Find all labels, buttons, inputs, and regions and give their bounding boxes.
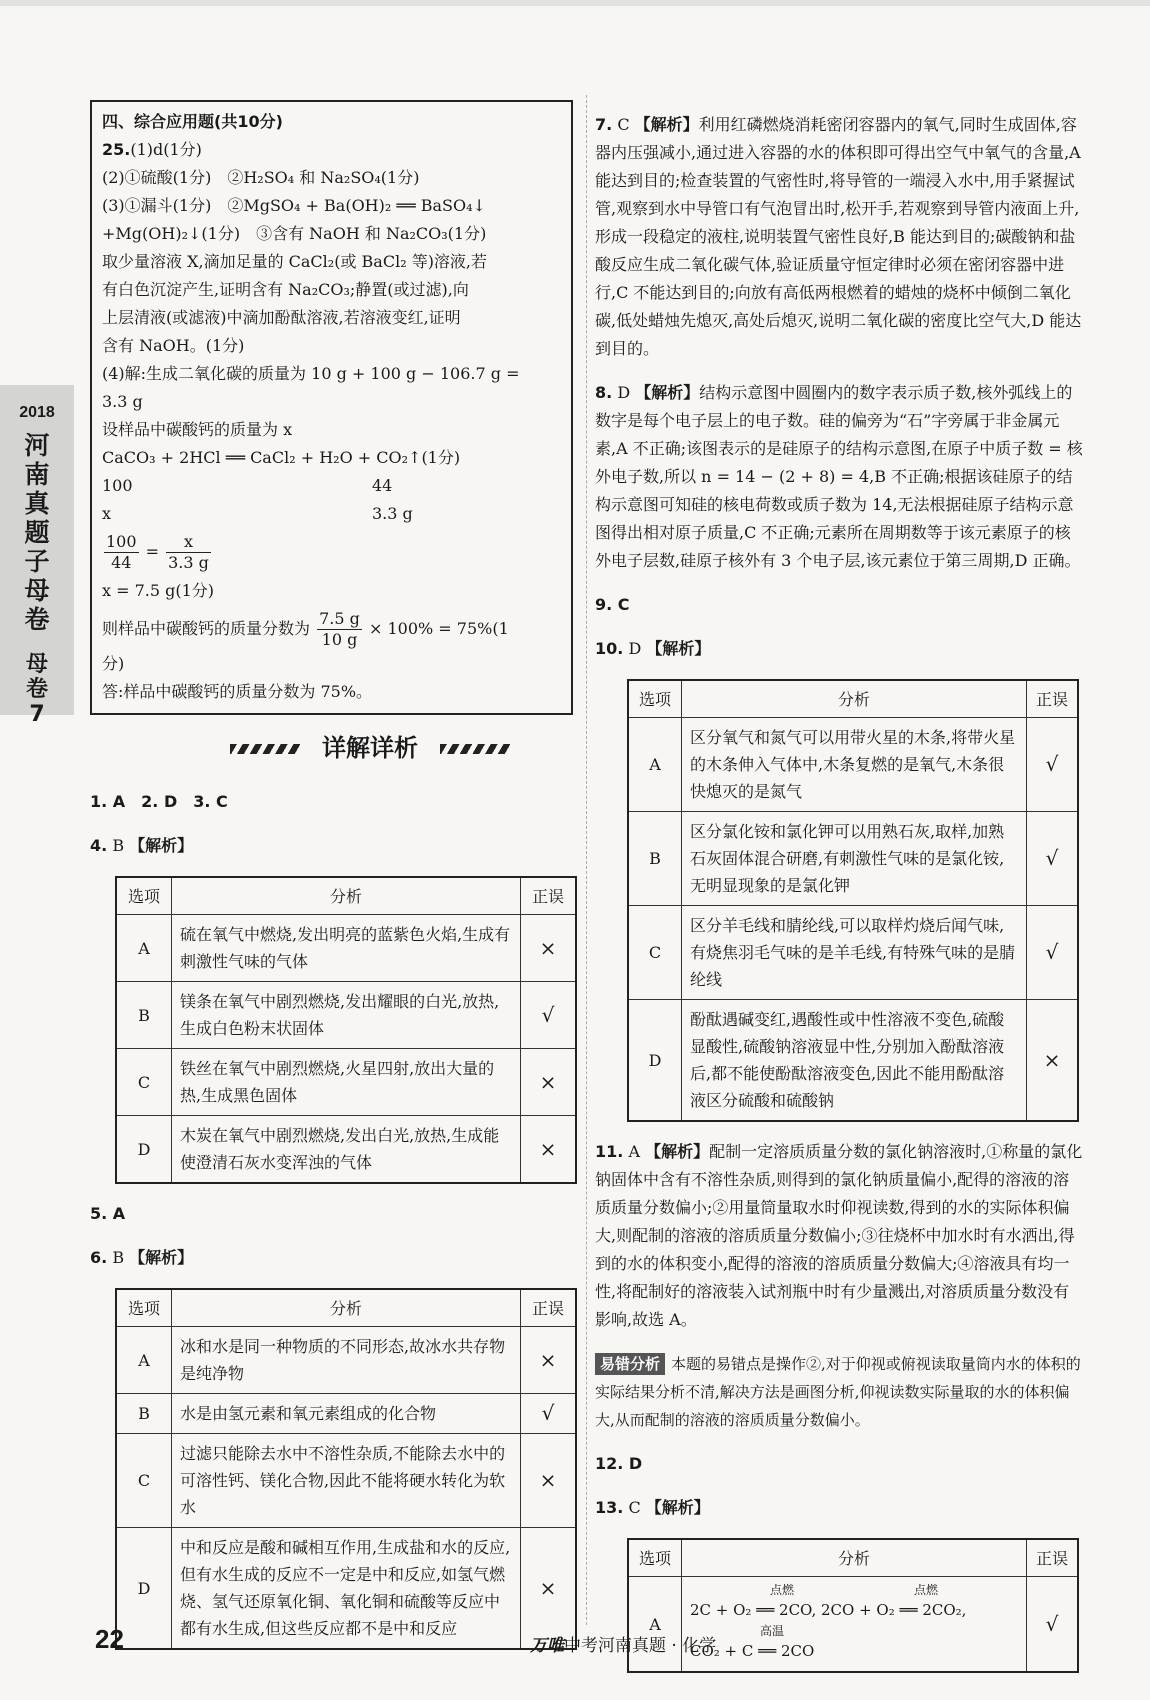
heading-stripe-left (230, 744, 300, 754)
q4-analysis: 木炭在氧气中剧烈燃烧,发出白光,放热,生成能使澄清石灰水变浑浊的气体 (172, 1116, 521, 1184)
q4-verdict: × (521, 1049, 577, 1116)
q10-row (628, 812, 1078, 906)
q4-verdict: √ (521, 982, 577, 1049)
sidebar-title: 河 南 真 题 子 母 卷 (24, 431, 50, 634)
q4-table (115, 876, 577, 1184)
q12-answer: 12. D (595, 1454, 643, 1473)
q10-header-option: 选项 (628, 680, 682, 718)
q10-verdict: × (1027, 1000, 1079, 1122)
column-divider (586, 95, 587, 1625)
q6-verdict: √ (521, 1394, 577, 1434)
footer-brand: 万唯中考河南真题 · 化学 (530, 1636, 717, 1656)
q10-verdict: √ (1027, 812, 1079, 906)
q4-analysis: 硫在氧气中燃烧,发出明亮的蓝紫色火焰,生成有刺激性气味的气体 (172, 915, 521, 982)
q13-header-option: 选项 (628, 1539, 682, 1577)
right-column (595, 95, 1085, 1679)
final-answer: 答:样品中碳酸钙的质量分数为 75%。 (102, 682, 373, 701)
q6-row (116, 1434, 576, 1528)
calc-row-bottom: x 3.3 g (102, 504, 413, 523)
q4-option: D (116, 1116, 172, 1184)
q4-verdict: × (521, 1116, 577, 1184)
q6-header-verdict: 正误 (521, 1289, 577, 1327)
q6-option: C (116, 1434, 172, 1528)
q10-analysis: 酚酞遇碱变红,遇酸性或中性溶液不变色,硫酸显酸性,硫酸钠溶液显中性,分别加入酚酞溶液后,都不能使酚酞溶液变色,因此不能用酚酞溶液区分硫酸和硫酸钠 (682, 1000, 1027, 1122)
q10-table (627, 679, 1079, 1122)
q25-line-8: (4)解:生成二氧化碳的质量为 10 g + 100 g − 106.7 g = (102, 364, 520, 383)
q4-analysis: 镁条在氧气中剧烈燃烧,发出耀眼的白光,放热,生成白色粉末状固体 (172, 982, 521, 1049)
q4-option: B (116, 982, 172, 1049)
q10-option: A (628, 718, 682, 812)
q25-line-2: (3)①漏斗(1分) ②MgSO₄ + Ba(OH)₂ ══ BaSO₄↓ (102, 196, 486, 215)
page-number: 22 (95, 1624, 124, 1654)
q6-header-option: 选项 (116, 1289, 172, 1327)
sidebar-tab (0, 385, 74, 727)
error-analysis: 易错分析 本题的易错点是操作②,对于仰视或俯视读取量筒内水的体积的实际结果分析不清,解决方法是画图分析,仰视读数实际量取的水的体积偏大,从而配制的溶液的溶质质量分数偏小。 (595, 1355, 1081, 1429)
q13-analysis: 点燃 点燃 2C + O₂ ══ 2CO, 2CO + O₂ ══ 2CO₂, 高温 CO₂ + C ══ 2CO (682, 1577, 1027, 1673)
q11-text: 11. A 【解析】配制一定溶质质量分数的氯化钠溶液时,①称量的氯化钠固体中含有不溶性杂质,则得到的氯化钠质量偏小,配得的溶液的溶质质量分数偏小;②用量筒量取水时仰视读数,得到的水的实际体积偏大,则配制的溶液的溶质质量分数偏小;③往烧杯中加水时有水洒出,得到的水的体积变小,配得的溶液的溶质质量分数偏大;④溶液具有均一性,将配制好的溶液装入试剂瓶中时有少量溅出,对溶质质量分数没有影响,故选 A。 (595, 1142, 1083, 1329)
q8-text: 8. D 【解析】结构示意图中圆圈内的数字表示质子数,核外弧线上的数字是每个电子层上的电子数。硅的偏旁为“石”字旁属于非金属元素,A 不正确;该图表示的是硅原子的结构示意图,在原子中质子数 = 核外电子数,所以 n = 14 − (2 + 8) = 4,B 不正确;根据该硅原子的结构示意图可知硅的核电荷数或质子数为 14,无法根据硅原子结构示意图得出相对原子质量,C 不正确;元素所在周期数等于该元素原子的核外电子层数,硅原子核外有 3 个电子层,该元素位于第三周期,D 正确。 (595, 383, 1083, 570)
q13-verdict: √ (1027, 1577, 1079, 1673)
q4-row (116, 1116, 576, 1184)
q4-analysis: 铁丝在氧气中剧烈燃烧,火星四射,放出大量的热,生成黑色固体 (172, 1049, 521, 1116)
q10-header-analysis: 分析 (682, 680, 1027, 718)
q1-3-answers: 1. A 2. D 3. C (90, 792, 228, 811)
q10-header-verdict: 正误 (1027, 680, 1079, 718)
q13-header-analysis: 分析 (682, 1539, 1027, 1577)
q6-table (115, 1288, 577, 1650)
q10-row (628, 1000, 1078, 1122)
q10-verdict: √ (1027, 718, 1079, 812)
mass-fraction-tail: 分) (102, 654, 125, 673)
q25-line-9: 3.3 g (102, 392, 143, 411)
q25-line-4: 取少量溶液 X,滴加足量的 CaCl₂(或 BaCl₂ 等)溶液,若 (102, 252, 488, 271)
q13-header-verdict: 正误 (1027, 1539, 1079, 1577)
q10-analysis: 区分氯化铵和氯化钾可以用熟石灰,取样,加熟石灰固体混合研磨,有刺激性气味的是氯化铵,无明显现象的是氯化钾 (682, 812, 1027, 906)
q25-line-3: +Mg(OH)₂↓(1分) ③含有 NaOH 和 Na₂CO₃(1分) (102, 224, 487, 243)
q4-row (116, 982, 576, 1049)
q6-header-analysis: 分析 (172, 1289, 521, 1327)
ratio-left: $\frac{100}{44}$ (106, 532, 137, 572)
q25-line-5: 有白色沉淀产生,证明含有 Na₂CO₃;静置(或过滤),向 (102, 280, 469, 299)
q25-number: 25. (102, 140, 131, 159)
q6-row (116, 1528, 576, 1650)
sidebar-subtitle: 母 卷 7 (25, 652, 48, 727)
q13-option: A (628, 1577, 682, 1673)
q4-option: A (116, 915, 172, 982)
answer-box (90, 100, 573, 715)
q10-verdict: √ (1027, 906, 1079, 1000)
q6-option: B (116, 1394, 172, 1434)
left-column (90, 772, 580, 1656)
calc-row-top: 100 44 (102, 476, 393, 495)
q10-analysis: 区分羊毛线和腈纶线,可以取样灼烧后闻气味,有烧焦羽毛气味的是羊毛线,有特殊气味的是腈纶线 (682, 906, 1027, 1000)
detail-heading: 详解详析 (160, 728, 580, 768)
ratio-right: $\frac{x}{3.3 g}$ (168, 532, 209, 572)
q6-line: 6. B 【解析】 (90, 1248, 194, 1267)
q25-line-7: 含有 NaOH。(1分) (102, 336, 245, 355)
sidebar-year: 2018 (19, 404, 55, 421)
heading-stripe-right (440, 744, 510, 754)
q10-line: 10. D 【解析】 (595, 639, 711, 658)
x-result: x = 7.5 g(1分) (102, 581, 215, 600)
q25-equation: CaCO₃ + 2HCl ══ CaCl₂ + H₂O + CO₂↑(1分) (102, 448, 461, 467)
q6-option: A (116, 1327, 172, 1394)
q4-line: 4. B 【解析】 (90, 836, 194, 855)
q6-analysis: 中和反应是酸和碱相互作用,生成盐和水的反应,但有水生成的反应不一定是中和反应,如氢气燃烧、氢气还原氧化铜、氧化铜和硫酸等反应中都有水生成,但这些反应都不是中和反应 (172, 1528, 521, 1650)
error-analysis-tag: 易错分析 (595, 1353, 665, 1375)
q10-option: D (628, 1000, 682, 1122)
q9-answer: 9. C (595, 595, 630, 614)
q4-option: C (116, 1049, 172, 1116)
q6-analysis: 水是由氢元素和氧元素组成的化合物 (172, 1394, 521, 1434)
q6-verdict: × (521, 1528, 577, 1650)
q6-option: D (116, 1528, 172, 1650)
q6-row (116, 1394, 576, 1434)
mass-fraction-frac: $\frac{7.5 g}{10 g}$ (319, 609, 360, 649)
q10-analysis: 区分氧气和氮气可以用带火星的木条,将带火星的木条伸入气体中,木条复燃的是氧气,木条很快熄灭的是氮气 (682, 718, 1027, 812)
q4-header-verdict: 正误 (521, 877, 577, 915)
q4-row (116, 1049, 576, 1116)
q4-row (116, 915, 576, 982)
mass-fraction: 则样品中碳酸钙的质量分数为 $\frac{7.5 g}{10 g}$ × 100% = 75%(1 (102, 609, 509, 649)
q10-option: C (628, 906, 682, 1000)
q6-analysis: 过滤只能除去水中不溶性杂质,不能除去水中的可溶性钙、镁化合物,因此不能将硬水转化为软水 (172, 1434, 521, 1528)
q6-analysis: 冰和水是同一种物质的不同形态,故冰水共存物是纯净物 (172, 1327, 521, 1394)
ratio-equation: $\frac{100}{44}$ = $\frac{x}{3.3 g}$ (106, 532, 209, 572)
q10-row (628, 906, 1078, 1000)
q7-text: 7. C 【解析】利用红磷燃烧消耗密闭容器内的氧气,同时生成固体,容器内压强减小,通过进入容器的水的体积即可得出空气中氧气的含量,A 能达到目的;检查装置的气密性时,将导管的一端浸入水中,用手紧握试管,观察到水中导管口有气泡冒出时,松开手,若观察到导管内液面上升,形成一段稳定的液柱,说明装置气密性良好,B 能达到目的;碳酸钠和盐酸反应生成二氧化碳气体,验证质量守恒定律时必须在密闭容器中进行,C 不能达到目的;向放有高低两根燃着的蜡烛的烧杯中倾倒二氧化碳,低处蜡烛先熄灭,高处后熄灭,说明二氧化碳的密度比空气大,D 能达到目的。 (595, 115, 1082, 358)
q4-verdict: × (521, 915, 577, 982)
q13-line: 13. C 【解析】 (595, 1498, 710, 1517)
q25-line-6: 上层清液(或滤液)中滴加酚酞溶液,若溶液变红,证明 (102, 308, 461, 327)
q25-line-10: 设样品中碳酸钙的质量为 x (102, 420, 293, 439)
q6-row (116, 1327, 576, 1394)
q5-answer: 5. A (90, 1204, 126, 1223)
q6-verdict: × (521, 1327, 577, 1394)
top-edge (0, 0, 1150, 6)
q6-verdict: × (521, 1434, 577, 1528)
q4-header-option: 选项 (116, 877, 172, 915)
q4-header-analysis: 分析 (172, 877, 521, 915)
q10-row (628, 718, 1078, 812)
box-heading: 四、综合应用题(共10分) (102, 112, 283, 131)
q10-option: B (628, 812, 682, 906)
q25-line-1: (2)①硫酸(1分) ②H₂SO₄ 和 Na₂SO₄(1分) (102, 168, 420, 187)
q25-line-0: 25.(1)d(1分) (102, 140, 202, 159)
